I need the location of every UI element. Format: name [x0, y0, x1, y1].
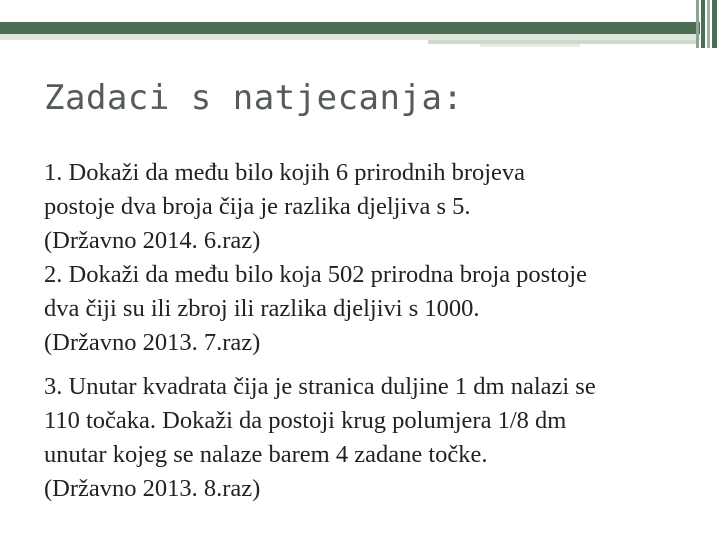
- header-stripes: [696, 0, 720, 48]
- header-band-green: [0, 22, 700, 34]
- header-stripe: [712, 0, 717, 48]
- task-line: 110 točaka. Dokaži da postoji krug polumjera 1/8 dm: [44, 407, 567, 434]
- header-stripe: [707, 0, 710, 48]
- task-number: 2.: [44, 261, 63, 288]
- task-line: [44, 370, 704, 404]
- header-band-base: [0, 0, 700, 22]
- header-decoration: [0, 0, 720, 48]
- task-number: 1.: [44, 159, 63, 186]
- task-list: [44, 156, 704, 506]
- task-item-3: [44, 370, 704, 506]
- task-item-2: [44, 258, 704, 360]
- task-text: Dokaži da među bilo kojih 6 prirodnih brojeva: [68, 159, 526, 186]
- header-stripe: [701, 0, 705, 48]
- slide-title: Zadaci s natjecanja:: [44, 78, 464, 118]
- task-text: Unutar kvadrata čija je stranica duljine 1 dm nalazi se: [68, 373, 596, 400]
- task-item-1: [44, 156, 704, 258]
- task-source: (Državno 2013. 8.raz): [44, 475, 261, 502]
- task-line: [44, 258, 704, 292]
- task-line: postoje dva broja čija je razlika djeljiva s 5.: [44, 193, 471, 220]
- task-text: Dokaži da među bilo koja 502 prirodna broja postoje: [68, 261, 587, 288]
- task-number: 3.: [44, 373, 63, 400]
- task-line: [44, 156, 704, 190]
- task-source: (Državno 2013. 7.raz): [44, 329, 261, 356]
- header-stripe: [696, 0, 699, 48]
- header-band-accent-secondary: [480, 44, 580, 47]
- task-source: (Državno 2014. 6.raz): [44, 227, 261, 254]
- task-line: unutar kojeg se nalaze barem 4 zadane točke.: [44, 441, 488, 468]
- task-line: dva čiji su ili zbroj ili razlika djeljivi s 1000.: [44, 295, 480, 322]
